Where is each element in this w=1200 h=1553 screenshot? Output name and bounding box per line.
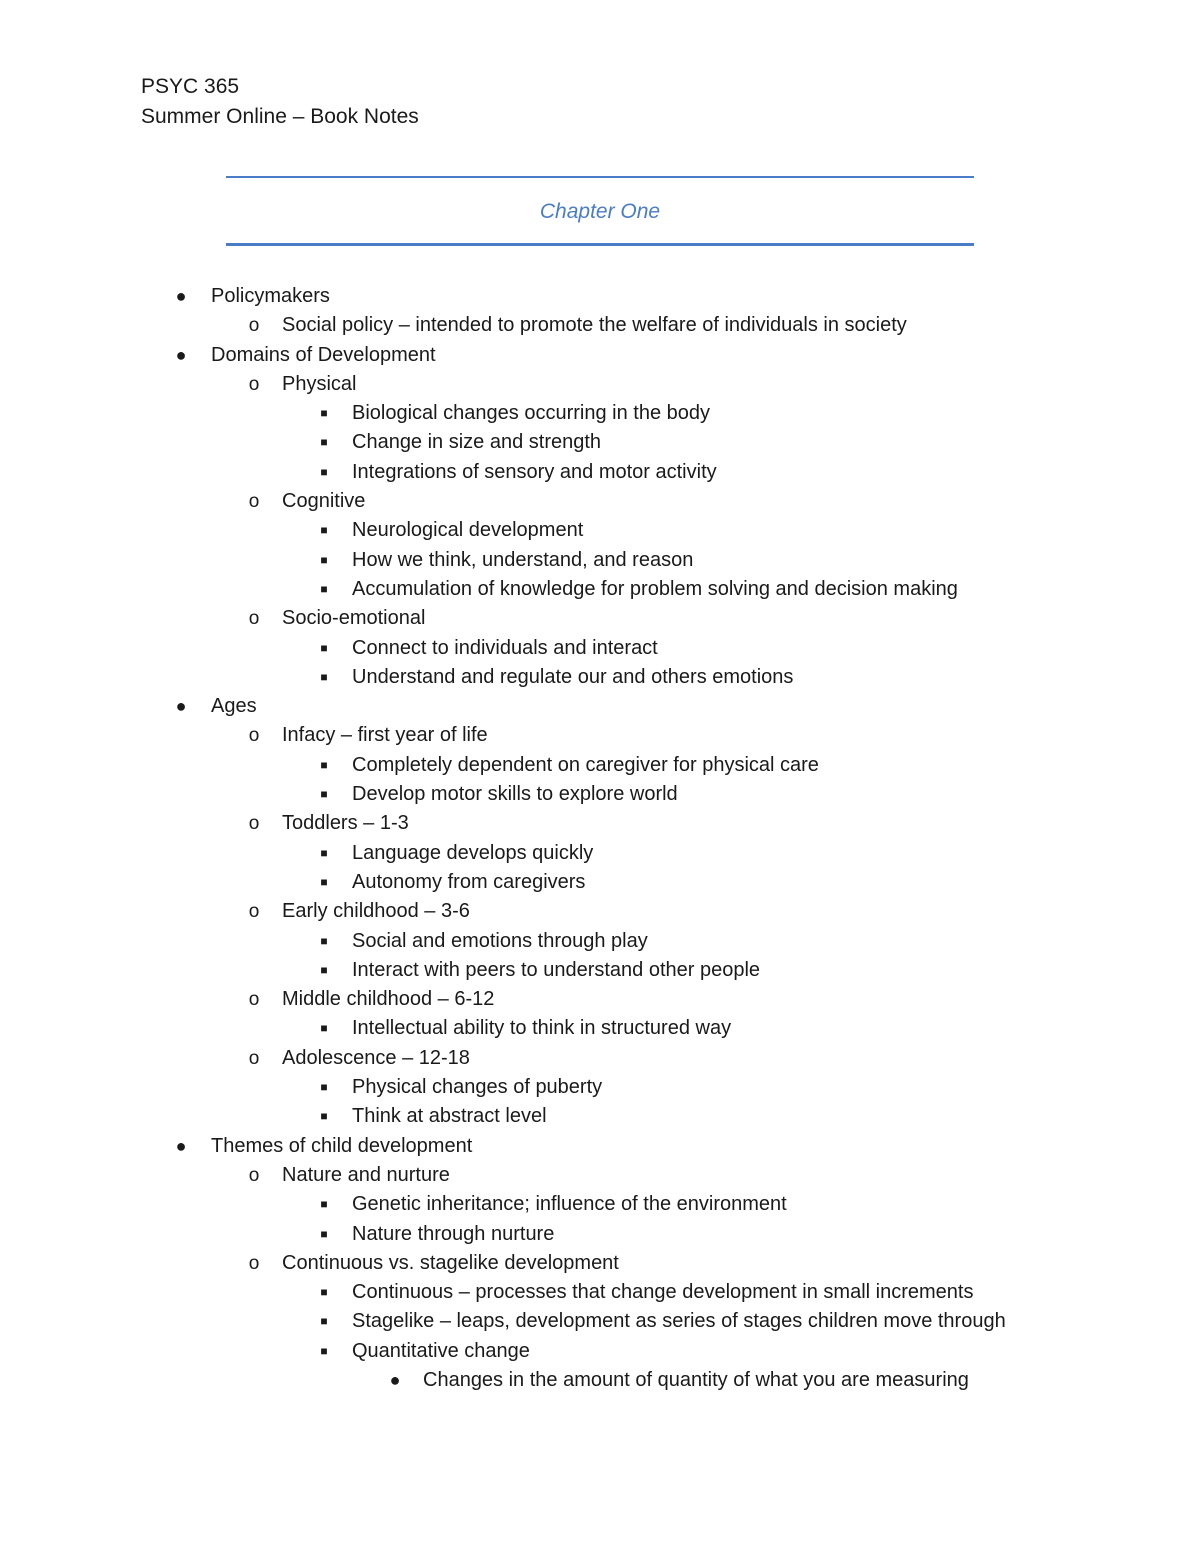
bullet-square-icon: ■ [320,845,328,860]
bullet-square-icon: ■ [320,464,328,479]
list-item: ■ Connect to individuals and interact [0,634,1200,663]
list-item: o Nature and nurture [0,1161,1200,1190]
list-item: ■ Intellectual ability to think in structured way [0,1014,1200,1043]
list-item: o Physical [0,370,1200,399]
bullet-square-icon: ■ [320,787,328,802]
list-item: o Early childhood – 3-6 [0,897,1200,926]
list-item: ■ Completely dependent on caregiver for physical care [0,751,1200,780]
bullet-circle-icon: o [248,1164,260,1186]
list-item: ■ Autonomy from caregivers [0,868,1200,897]
bullet-square-icon: ■ [320,406,328,421]
list-item: ● Themes of child development [0,1132,1200,1161]
list-item: ● Ages [0,692,1200,721]
list-item: ■ Social and emotions through play [0,927,1200,956]
bullet-circle-icon: o [248,989,260,1011]
list-item: ■ Accumulation of knowledge for problem solving and decision making [0,575,1200,604]
bullet-square-icon: ■ [320,757,328,772]
bullet-square-icon: ■ [320,962,328,977]
list-item: o Toddlers – 1-3 [0,809,1200,838]
list-item: ● Domains of Development [0,341,1200,370]
chapter-bottom-rule [226,243,974,246]
list-item: ■ Understand and regulate our and others emotions [0,663,1200,692]
list-item: ■ Genetic inheritance; influence of the environment [0,1190,1200,1219]
bullet-circle-icon: o [248,725,260,747]
list-item: o Continuous vs. stagelike development [0,1249,1200,1278]
bullet-circle-icon: o [248,608,260,630]
bullet-square-icon: ■ [320,1226,328,1241]
bullet-circle-icon: o [248,813,260,835]
list-item: ■ Language develops quickly [0,839,1200,868]
bullet-dot-icon: ● [175,286,187,306]
bullet-square-icon: ■ [320,1314,328,1329]
bullet-dot-icon: ● [389,1369,401,1390]
document-header [141,72,419,132]
chapter-top-rule [226,176,974,178]
bullet-dot-icon: ● [175,344,187,365]
bullet-square-icon: ■ [320,552,328,567]
list-item: ■ Interact with peers to understand other people [0,956,1200,985]
list-item: ■ How we think, understand, and reason [0,546,1200,575]
bullet-square-icon: ■ [320,1021,328,1036]
list-item: ■ Think at abstract level [0,1102,1200,1131]
bullet-square-icon: ■ [320,1197,328,1212]
bullet-circle-icon: o [248,315,260,337]
bullet-circle-icon: o [248,1047,260,1069]
chapter-title: Chapter One [539,200,661,223]
bullet-square-icon: ■ [320,1285,328,1300]
list-item: ■ Biological changes occurring in the body [0,399,1200,428]
list-item: ■ Develop motor skills to explore world [0,780,1200,809]
list-item: o Cognitive [0,487,1200,516]
bullet-square-icon: ■ [320,669,328,684]
bullet-square-icon: ■ [320,874,328,889]
list-item: o Middle childhood – 6-12 [0,985,1200,1014]
list-item: ● Policymakers [0,282,1200,311]
list-item: ■ Nature through nurture [0,1220,1200,1249]
bullet-circle-icon: o [248,373,260,395]
bullet-square-icon: ■ [320,1343,328,1358]
bullet-circle-icon: o [248,901,260,923]
list-item: o Social policy – intended to promote the welfare of individuals in society [0,311,1200,340]
bullet-square-icon: ■ [320,1109,328,1124]
bullet-dot-icon: ● [175,1135,187,1156]
bullet-square-icon: ■ [320,581,328,596]
list-item: o Adolescence – 12-18 [0,1044,1200,1073]
bullet-square-icon: ■ [320,933,328,948]
list-item: ■ Stagelike – leaps, development as series of stages children move through [0,1307,1200,1336]
list-item: o Infacy – first year of life [0,721,1200,750]
bullet-dot-icon: ● [175,696,187,717]
list-item: ■ Change in size and strength [0,428,1200,457]
bullet-square-icon: ■ [320,1080,328,1095]
bullet-square-icon: ■ [320,435,328,450]
document-subtitle: Summer Online – Book Notes [141,105,419,128]
bullet-square-icon: ■ [320,640,328,655]
course-code: PSYC 365 [141,75,240,98]
list-item: ■ Integrations of sensory and motor activity [0,458,1200,487]
list-item: o Socio-emotional [0,604,1200,633]
bullet-circle-icon: o [248,1252,260,1274]
list-item: ■ Quantitative change [0,1337,1200,1366]
notes-outline [0,282,1200,1395]
list-item: ■ Neurological development [0,516,1200,545]
list-item: ■ Physical changes of puberty [0,1073,1200,1102]
list-item: ● Changes in the amount of quantity of what you are measuring [0,1366,1200,1395]
bullet-circle-icon: o [248,491,260,513]
list-item: ■ Continuous – processes that change development in small increments [0,1278,1200,1307]
bullet-square-icon: ■ [320,523,328,538]
